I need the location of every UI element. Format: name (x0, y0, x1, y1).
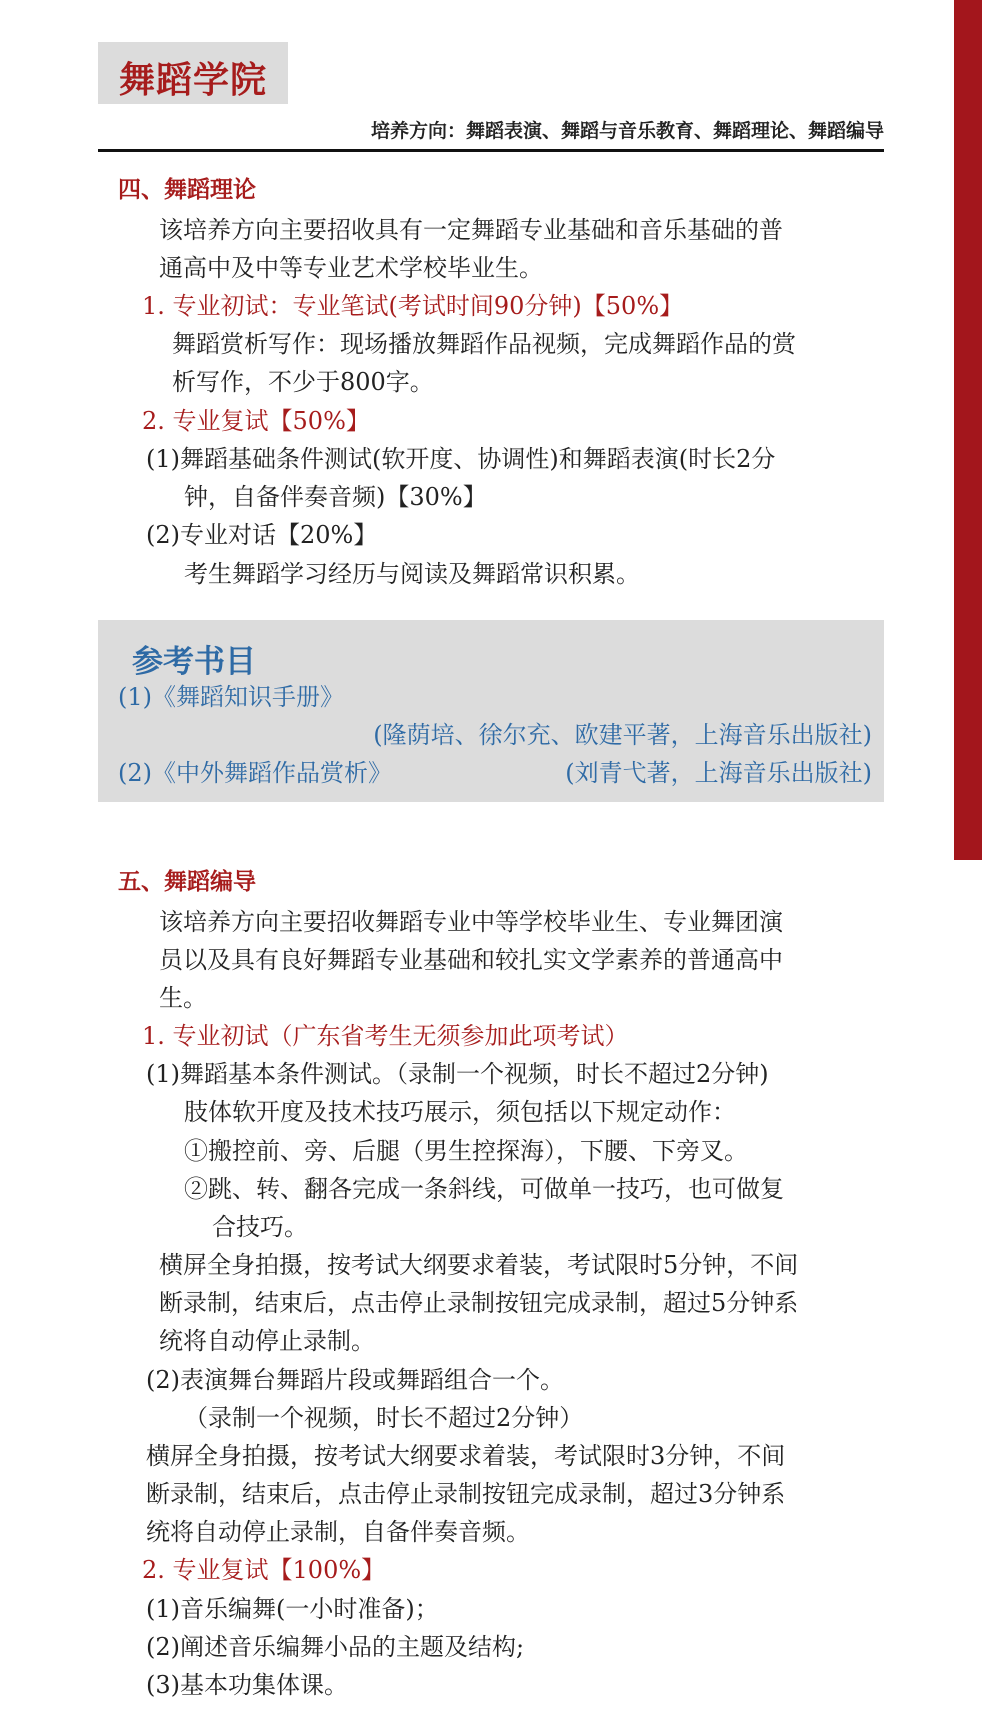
section4-item-2: 2. 专业复试【50%】 (142, 407, 370, 435)
section5-sub-2-note: 横屏全身拍摄，按考试大纲要求着装，考试限时3分钟，不间 (146, 1442, 786, 1470)
section4-sub-2-text: 考生舞蹈学习经历与阅读及舞蹈常识积累。 (184, 560, 640, 588)
section5-sub-1-note: 断录制，结束后，点击停止录制按钮完成录制，超过5分钟系 (159, 1289, 799, 1317)
section5-sub-1-b: ②跳、转、翻各完成一条斜线，可做单一技巧，也可做复 (184, 1175, 784, 1203)
section4-item-1-text: 析写作，不少于800字。 (172, 368, 434, 396)
reference-book-2: (2)《中外舞蹈作品赏析》 (118, 759, 392, 787)
page-subtitle: 培养方向：舞蹈表演、舞蹈与音乐教育、舞蹈理论、舞蹈编导 (370, 120, 884, 142)
section4-sub-1: (1)舞蹈基础条件测试(软开度、协调性)和舞蹈表演(时长2分 (146, 445, 776, 473)
section5-sub-1-line: 肢体软开度及技术技巧展示，须包括以下规定动作： (184, 1098, 736, 1126)
section5-retest-3: (3)基本功集体课。 (146, 1671, 348, 1699)
section5-sub-1-note: 统将自动停止录制。 (159, 1327, 375, 1355)
section5-intro-line: 该培养方向主要招收舞蹈专业中等学校毕业生、专业舞团演 (159, 908, 783, 936)
section5-sub-1-note: 横屏全身拍摄，按考试大纲要求着装，考试限时5分钟，不间 (159, 1251, 799, 1279)
reference-book-1-author: (隆荫培、徐尔充、欧建平著，上海音乐出版社) (373, 721, 872, 749)
section4-item-1-text: 舞蹈赏析写作：现场播放舞蹈作品视频，完成舞蹈作品的赏 (172, 330, 796, 358)
reference-book-2-author: (刘青弋著，上海音乐出版社) (565, 759, 872, 787)
red-side-bar (954, 0, 982, 860)
section-heading-choreography: 五、舞蹈编导 (118, 868, 256, 895)
section5-sub-2: (2)表演舞台舞蹈片段或舞蹈组合一个。 (146, 1366, 564, 1394)
section4-sub-2: (2)专业对话【20%】 (146, 521, 378, 549)
section5-sub-1-a: ①搬控前、旁、后腿（男生控探海），下腰、下旁叉。 (184, 1137, 748, 1165)
reference-book-1: (1)《舞蹈知识手册》 (118, 683, 344, 711)
section5-item-2: 2. 专业复试【100%】 (142, 1556, 386, 1584)
section4-sub-1: 钟，自备伴奏音频)【30%】 (184, 483, 487, 511)
references-title: 参考书目 (132, 644, 256, 680)
title-box (98, 42, 288, 104)
section5-sub-2-line: （录制一个视频，时长不超过2分钟） (184, 1404, 584, 1432)
section4-intro-line: 该培养方向主要招收具有一定舞蹈专业基础和音乐基础的普 (159, 216, 783, 244)
section5-intro-line: 生。 (159, 984, 207, 1012)
section5-sub-2-note: 断录制，结束后，点击停止录制按钮完成录制，超过3分钟系 (146, 1480, 786, 1508)
section5-sub-1-b: 合技巧。 (212, 1213, 308, 1241)
section4-item-1: 1. 专业初试：专业笔试(考试时间90分钟)【50%】 (142, 292, 684, 320)
header-divider (98, 149, 884, 152)
section-heading-dance-theory: 四、舞蹈理论 (118, 176, 256, 203)
section5-sub-1: (1)舞蹈基本条件测试。（录制一个视频，时长不超过2分钟) (146, 1060, 769, 1088)
page-title: 舞蹈学院 (119, 59, 268, 101)
section5-retest-1: (1)音乐编舞(一小时准备)； (146, 1595, 439, 1623)
section4-intro-line: 通高中及中等专业艺术学校毕业生。 (159, 254, 543, 282)
section5-item-1: 1. 专业初试（广东省考生无须参加此项考试） (142, 1022, 629, 1050)
section5-sub-2-note: 统将自动停止录制，自备伴奏音频。 (146, 1518, 530, 1546)
section5-intro-line: 员以及具有良好舞蹈专业基础和较扎实文学素养的普通高中 (159, 946, 783, 974)
section5-retest-2: (2)阐述音乐编舞小品的主题及结构; (146, 1633, 525, 1661)
